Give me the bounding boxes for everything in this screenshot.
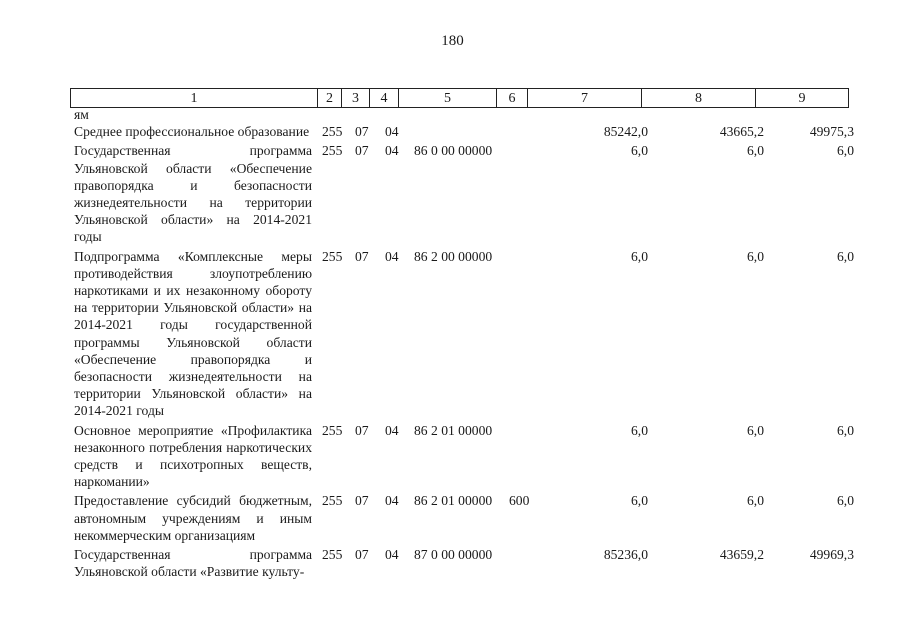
cell-col-9: 6,0 — [837, 143, 854, 159]
cell-col-9: 6,0 — [837, 493, 854, 509]
table-row — [74, 546, 864, 580]
cell-col-5: 86 2 01 00000 — [414, 493, 493, 509]
header-col-2: 2 — [317, 89, 341, 107]
cell-col-3: 07 — [355, 143, 369, 159]
row-description: Подпрограмма «Комплексные меры противодействия злоупотреблению наркотиками и их незаконному обороту на территории Ульяновской области» на 2014-2021 годы государственной программы Ульяновской области «Обеспечение правопорядка и безопасности жизнедеятельности на территории Ульяновской области» на 2014-2021 годы — [74, 248, 312, 419]
header-col-7: 7 — [527, 89, 641, 107]
cell-col-2: 255 — [322, 248, 343, 264]
cell-col-7: 85236,0 — [603, 547, 648, 563]
cell-col-4: 04 — [385, 547, 399, 563]
row-description: Государственная программа Ульяновской области «Обеспечение правопорядка и безопасности жизнедеятельности на территории Ульяновской области» на 2014-2021 годы — [74, 143, 312, 245]
header-col-5: 5 — [398, 89, 496, 107]
cell-col-9: 49969,3 — [809, 547, 854, 563]
header-col-1: 1 — [190, 91, 198, 106]
cell-col-5: 86 2 00 00000 — [414, 248, 493, 264]
cell-col-3: 07 — [355, 547, 369, 563]
cell-col-2: 255 — [322, 493, 343, 509]
cell-col-7: 6,0 — [631, 143, 648, 159]
row-description: Среднее профессиональное образование — [74, 124, 310, 140]
cell-col-4: 04 — [385, 248, 399, 264]
table-row — [74, 248, 864, 420]
cell-col-3: 07 — [355, 124, 369, 140]
cell-col-9: 49975,3 — [809, 124, 854, 140]
header-col-9: 9 — [755, 89, 848, 107]
cell-col-5: 86 2 01 00000 — [414, 422, 493, 438]
table-body — [74, 106, 864, 582]
cell-col-8: 6,0 — [747, 422, 764, 438]
cell-col-4: 04 — [385, 422, 399, 438]
cell-col-7: 85242,0 — [603, 124, 648, 140]
cell-col-8: 43665,2 — [719, 124, 764, 140]
header-col-6: 6 — [496, 89, 527, 107]
row-description: Предоставление субсидий бюджетным, автономным учреждениям и иным некоммерческим организациям — [74, 493, 312, 543]
cell-col-9: 6,0 — [837, 422, 854, 438]
cell-col-2: 255 — [322, 143, 343, 159]
cell-col-3: 07 — [355, 422, 369, 438]
table-row — [74, 492, 864, 544]
cell-col-5: 86 0 00 00000 — [414, 143, 493, 159]
cell-col-2: 255 — [322, 422, 343, 438]
table-row — [74, 123, 864, 140]
header-col-4: 4 — [369, 89, 398, 107]
table-header — [70, 88, 849, 108]
cell-col-4: 04 — [385, 493, 399, 509]
header-col-3: 3 — [341, 89, 369, 107]
cell-col-8: 6,0 — [747, 248, 764, 264]
cell-col-8: 6,0 — [747, 493, 764, 509]
cell-col-2: 255 — [322, 547, 343, 563]
cell-col-3: 07 — [355, 493, 369, 509]
cell-col-7: 6,0 — [631, 422, 648, 438]
cell-col-7: 6,0 — [631, 248, 648, 264]
cell-col-3: 07 — [355, 248, 369, 264]
cell-col-4: 04 — [385, 124, 399, 140]
row-description: Государственная программа Ульяновской области «Развитие культу- — [74, 547, 312, 580]
cell-col-2: 255 — [322, 124, 343, 140]
cell-col-9: 6,0 — [837, 248, 854, 264]
cell-col-8: 43659,2 — [719, 547, 764, 563]
table-row — [74, 422, 864, 491]
cell-col-7: 6,0 — [631, 493, 648, 509]
cell-col-8: 6,0 — [747, 143, 764, 159]
row-description: ям — [74, 107, 89, 122]
cell-col-6: 600 — [509, 493, 530, 509]
cell-col-4: 04 — [385, 143, 399, 159]
row-description: Основное мероприятие «Профилактика незаконного потребления наркотических средств и психотропных веществ, наркомании» — [74, 422, 312, 490]
table-row — [74, 106, 864, 123]
page-number: 180 — [441, 33, 464, 49]
header-col-8: 8 — [641, 89, 755, 107]
cell-col-5: 87 0 00 00000 — [414, 547, 493, 563]
table-row — [74, 142, 864, 245]
